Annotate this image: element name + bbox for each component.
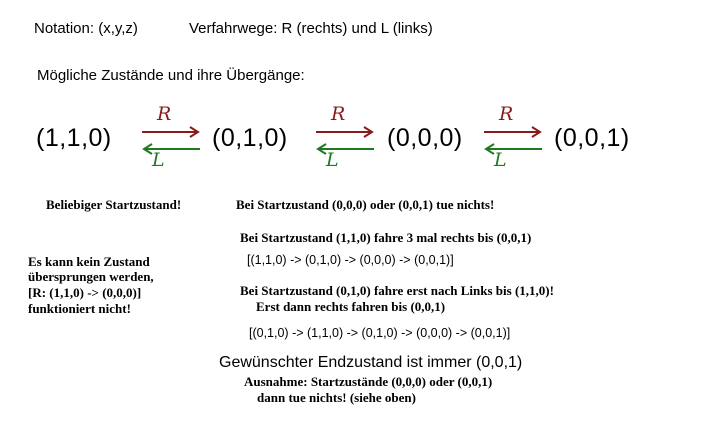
rule-2-sequence: [(1,1,0) -> (0,1,0) -> (0,0,0) -> (0,0,1)] bbox=[247, 253, 454, 267]
rule-3-sequence: [(0,1,0) -> (1,1,0) -> (0,1,0) -> (0,0,0) -> (0,0,1)] bbox=[249, 326, 511, 340]
rule-3-line-1: Bei Startzustand (0,1,0) fahre erst nach Links bis (1,1,0)! bbox=[240, 283, 554, 298]
no-skip-line-4: funktioniert nicht! bbox=[28, 301, 131, 316]
rule-2: Bei Startzustand (1,1,0) fahre 3 mal rechts bis (0,0,1) bbox=[240, 230, 532, 245]
transition-1-right-label: R bbox=[157, 103, 172, 125]
no-skip-line-1: Es kann kein Zustand bbox=[28, 254, 150, 269]
transition-1-left-label: L bbox=[152, 149, 165, 171]
state-0-0-0: (0,0,0) bbox=[387, 124, 463, 152]
rule-1: Bei Startzustand (0,0,0) oder (0,0,1) tue nichts! bbox=[236, 197, 495, 212]
state-1-1-0: (1,1,0) bbox=[36, 124, 112, 152]
travel-directions-text: Verfahrwege: R (rechts) und L (links) bbox=[189, 20, 433, 37]
exception-line-1: Ausnahme: Startzustände (0,0,0) oder (0,0,1) bbox=[244, 374, 493, 389]
arbitrary-start-note: Beliebiger Startzustand! bbox=[46, 197, 182, 212]
final-state-title: Gewünschter Endzustand ist immer (0,0,1) bbox=[219, 354, 523, 371]
notation-text: Notation: (x,y,z) bbox=[34, 20, 138, 37]
state-0-0-1: (0,0,1) bbox=[554, 124, 630, 152]
state-0-1-0: (0,1,0) bbox=[212, 124, 288, 152]
transition-3-right-label: R bbox=[499, 103, 514, 125]
rule-3-line-2: Erst dann rechts fahren bis (0,0,1) bbox=[256, 299, 446, 314]
no-skip-line-3: [R: (1,1,0) -> (0,0,0)] bbox=[28, 285, 142, 300]
transition-2-right-label: R bbox=[331, 103, 346, 125]
no-skip-line-2: übersprungen werden, bbox=[28, 269, 154, 284]
section-title: Mögliche Zustände und ihre Übergänge: bbox=[37, 67, 305, 84]
transition-3-left-label: L bbox=[494, 149, 507, 171]
exception-line-2: dann tue nichts! (siehe oben) bbox=[257, 390, 416, 405]
transition-2-left-label: L bbox=[326, 149, 339, 171]
